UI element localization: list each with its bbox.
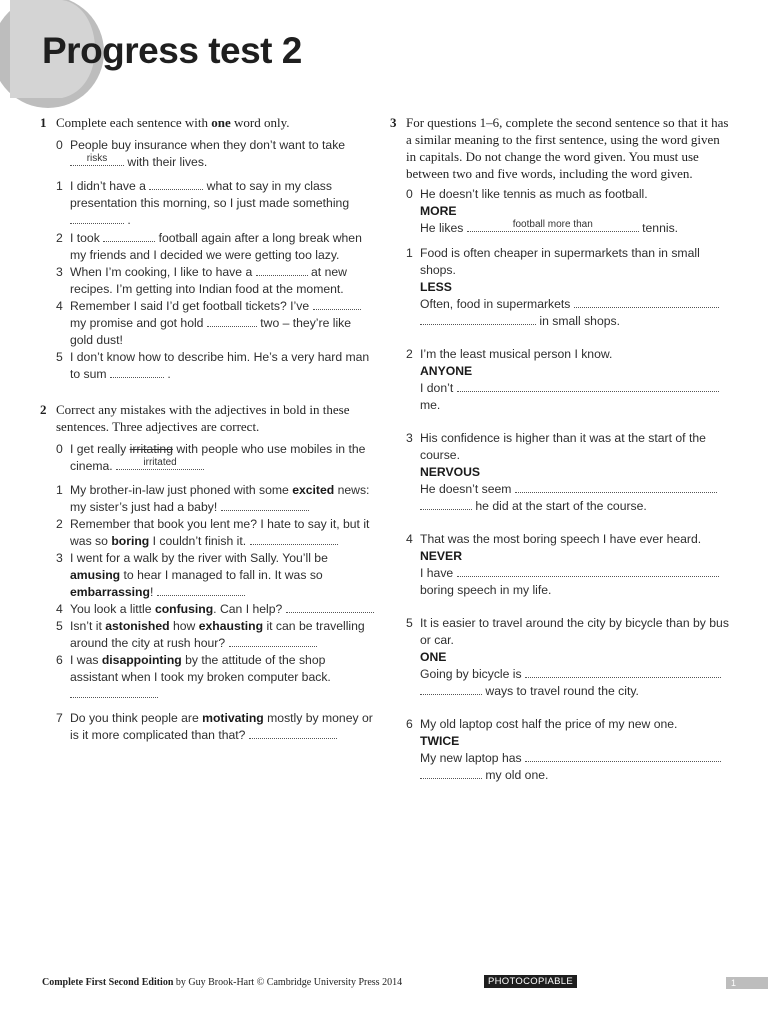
transformation-item: 6 My old laptop cost half the price of my new one. TWICE My new laptop has my old one. (390, 716, 730, 784)
answer-blank[interactable] (256, 264, 308, 276)
page-title: Progress test 2 (42, 30, 302, 71)
answer-blank[interactable] (420, 767, 482, 779)
answer-blank[interactable] (574, 296, 719, 308)
answer-blank[interactable]: irritated (116, 458, 204, 470)
answer-blank[interactable] (420, 683, 482, 695)
exercise-item: 4 Remember I said I’d get football tickets? I’ve my promise and got hold two – they’re like gold dust! (40, 298, 376, 349)
key-word: LESS (420, 280, 452, 294)
answer-blank[interactable] (457, 380, 719, 392)
answer-blank[interactable]: risks (70, 154, 124, 166)
exercise-item: 1 I didn’t have a what to say in my class presentation this morning, so I just made something . (56, 179, 350, 227)
right-column (390, 114, 730, 784)
transformation-item: 1 Food is often cheaper in supermarkets than in small shops. LESS Often, food in supermarkets in small shops. (390, 245, 730, 330)
answer-blank[interactable] (229, 635, 317, 647)
answer-blank[interactable] (103, 230, 155, 242)
exercise-item: 4 You look a little confusing. Can I help? (40, 601, 376, 618)
section-2-instruction: 2 Correct any mistakes with the adjectives in bold in these sentences. Three adjectives are correct. (40, 402, 350, 434)
answer-blank[interactable] (420, 313, 536, 325)
answer-blank[interactable] (157, 584, 245, 596)
key-word: MORE (420, 204, 457, 218)
exercise-item: 6 I was disappointing by the attitude of the shop assistant when I took my broken computer back. (40, 652, 376, 703)
answer-blank[interactable] (110, 366, 164, 378)
answer-blank[interactable] (525, 750, 721, 762)
key-word: NEVER (420, 549, 462, 563)
answer-blank[interactable]: football more than (467, 220, 639, 232)
answer-blank[interactable] (70, 212, 124, 224)
section-number: 1 (40, 115, 47, 130)
key-word: ANYONE (420, 364, 473, 378)
answer-blank[interactable] (249, 727, 337, 739)
answer-blank[interactable] (313, 298, 361, 310)
answer-blank[interactable] (250, 533, 338, 545)
section-number: 3 (390, 115, 397, 130)
exercise-item: 0 I get really irritating with people who use mobiles in the cinema. irritated (56, 442, 366, 473)
answer-blank[interactable] (515, 481, 717, 493)
key-word: ONE (420, 650, 447, 664)
exercise-item: 5 I don’t know how to describe him. He’s a very hard man to sum . (56, 350, 370, 381)
transformation-item: 0 He doesn’t like tennis as much as football. MORE He likes football more than tennis. (390, 186, 730, 237)
exercise-item: 5 Isn’t it astonished how exhausting it can be travelling around the city at rush hour? (56, 619, 365, 650)
photocopiable-badge: PHOTOCOPIABLE (484, 975, 577, 988)
answer-blank[interactable] (525, 666, 721, 678)
answer-blank[interactable] (149, 178, 203, 190)
exercise-item: 2 Remember that book you lent me? I hate to say it, but it was so boring I couldn’t finish it. (56, 517, 370, 548)
footer-credit: Complete First Second Edition by Guy Brook-Hart © Cambridge University Press 2014 (42, 977, 403, 988)
exercise-item: 1 My brother-in-law just phoned with some excited news: my sister’s just had a baby! (56, 483, 370, 514)
answer-blank[interactable] (221, 499, 309, 511)
section-1-instruction: 1 Complete each sentence with one word only. (40, 115, 290, 130)
section-3-instruction: 3 For questions 1–6, complete the second sentence so that it has a similar meaning to the first sentence, using the word given in capitals. Do not change the word given. You must use between two and five words, including the word given. (390, 115, 729, 181)
transformation-item: 3 His confidence is higher than it was at the start of the course. NERVOUS He doesn’t seem he did at the start of the course. (390, 430, 730, 515)
answer-blank[interactable] (207, 315, 257, 327)
transformation-item: 2 I’m the least musical person I know. ANYONE I don’t me. (390, 346, 730, 414)
exercise-item: 3 When I’m cooking, I like to have a at new recipes. I’m getting into Indian food at the moment. (56, 265, 347, 296)
answer-blank[interactable] (420, 498, 472, 510)
exercise-item: 3 I went for a walk by the river with Sally. You’ll be amusing to hear I managed to fall in. It was so embarrassing! (56, 551, 328, 599)
answer-blank[interactable] (286, 601, 374, 613)
transformation-item: 5 It is easier to travel around the city by bicycle than by bus or car. ONE Going by bicycle is ways to travel round the city. (406, 616, 729, 698)
transformation-item: 4 That was the most boring speech I have ever heard. NEVER I have boring speech in my life. (390, 531, 730, 599)
section-number: 2 (40, 402, 47, 417)
left-column (40, 114, 376, 744)
answer-blank[interactable] (457, 565, 719, 577)
exercise-item: 0 People buy insurance when they don’t want to take risks with their lives. (56, 138, 346, 169)
key-word: TWICE (420, 734, 460, 748)
page-number: 1 (726, 977, 768, 989)
key-word: NERVOUS (420, 465, 481, 479)
struck-adjective: irritating (129, 442, 173, 456)
answer-blank[interactable] (70, 686, 158, 698)
exercise-item: 7 Do you think people are motivating mostly by money or is it more complicated than that? (56, 711, 373, 742)
exercise-item: 2 I took football again after a long break when my friends and I decided we were getting too lazy. (56, 231, 362, 262)
